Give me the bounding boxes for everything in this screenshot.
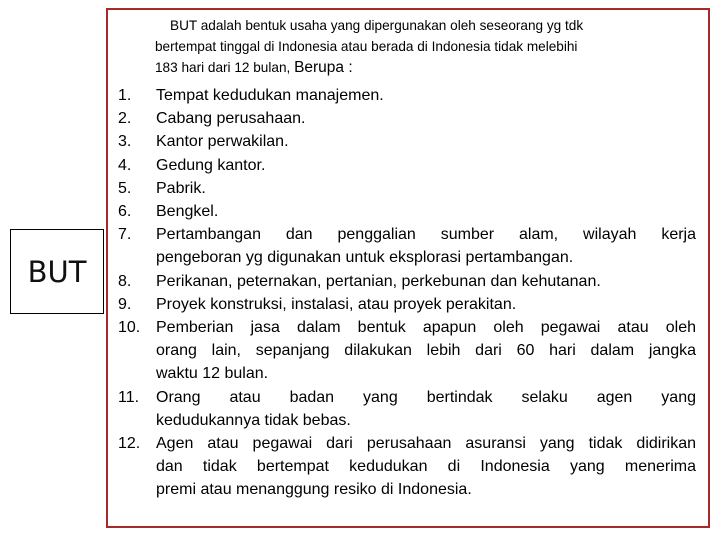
intro-line-3-text: 183 hari dari 12 bulan, xyxy=(155,60,291,75)
list-item-text-line: premi atau menanggung resiko di Indonesia. xyxy=(156,481,472,499)
intro-line-3 xyxy=(155,57,695,78)
list-item-text-line: Gedung kantor. xyxy=(156,156,266,174)
list-item-text-line: pengeboran yg digunakan untuk eksplorasi pertambangan. xyxy=(156,249,574,267)
list-item-text-line: orang lain, sepanjang dilakukan lebih dari 60 hari dalam jangka xyxy=(156,342,696,360)
list-item-number: 3. xyxy=(118,133,132,151)
list-item xyxy=(118,84,696,107)
list-item xyxy=(118,223,696,269)
list-item-text-line: Orang atau badan yang bertindak selaku agen yang xyxy=(156,388,696,406)
list-item-number: 4. xyxy=(118,156,132,174)
intro-paragraph xyxy=(155,15,695,78)
list-item-text-line: Tempat kedudukan manajemen. xyxy=(156,87,384,104)
list-item-number: 12. xyxy=(118,435,141,453)
item-list xyxy=(118,84,696,502)
list-item-number: 6. xyxy=(118,203,132,221)
list-item-text-line: dan tidak bertempat kedudukan di Indonesia yang menerima xyxy=(156,458,696,476)
list-item-number: 7. xyxy=(118,226,132,244)
list-item-number: 5. xyxy=(118,179,132,197)
list-item-text-line: Pertambangan dan penggalian sumber alam, wilayah kerja xyxy=(156,226,696,244)
list-item-number: 1. xyxy=(118,87,132,104)
list-item xyxy=(118,200,696,223)
list-item-text-line: Pabrik. xyxy=(156,179,206,197)
list-item xyxy=(118,386,696,432)
but-label: BUT xyxy=(27,254,87,289)
list-item-text-line: waktu 12 bulan. xyxy=(156,365,269,383)
list-item xyxy=(118,316,696,386)
list-item xyxy=(118,293,696,316)
list-item xyxy=(118,177,696,200)
but-label-box xyxy=(10,229,104,314)
list-item-number: 11. xyxy=(118,388,140,406)
list-item-text-line: Pemberian jasa dalam bentuk apapun oleh pegawai atau oleh xyxy=(156,319,696,337)
list-item-text-line: Bengkel. xyxy=(156,203,219,221)
intro-line-2: bertempat tinggal di Indonesia atau berada di Indonesia tidak melebihi xyxy=(155,39,578,54)
list-item xyxy=(118,270,696,293)
list-item xyxy=(118,107,696,130)
list-item xyxy=(118,130,696,153)
list-item-number: 2. xyxy=(118,110,132,128)
berupa-label: Berupa : xyxy=(294,59,353,76)
list-item-text-line: Proyek konstruksi, instalasi, atau proyek perakitan. xyxy=(156,295,517,313)
list-item xyxy=(118,432,696,502)
list-item-number: 8. xyxy=(118,272,132,290)
list-item-number: 10. xyxy=(118,319,141,337)
list-item xyxy=(118,154,696,177)
list-item-text-line: Cabang perusahaan. xyxy=(156,110,306,128)
content-box xyxy=(106,8,710,528)
list-item-number: 9. xyxy=(118,295,132,313)
list-item-text-line: Perikanan, peternakan, pertanian, perkebunan dan kehutanan. xyxy=(156,272,601,290)
list-item-text-line: Agen atau pegawai dari perusahaan asuransi yang tidak didirikan xyxy=(156,435,696,453)
list-item-text-line: kedudukannya tidak bebas. xyxy=(156,411,351,429)
intro-line-1: BUT adalah bentuk usaha yang dipergunakan oleh seseorang yg tdk xyxy=(170,18,584,33)
list-item-text-line: Kantor perwakilan. xyxy=(156,133,289,151)
